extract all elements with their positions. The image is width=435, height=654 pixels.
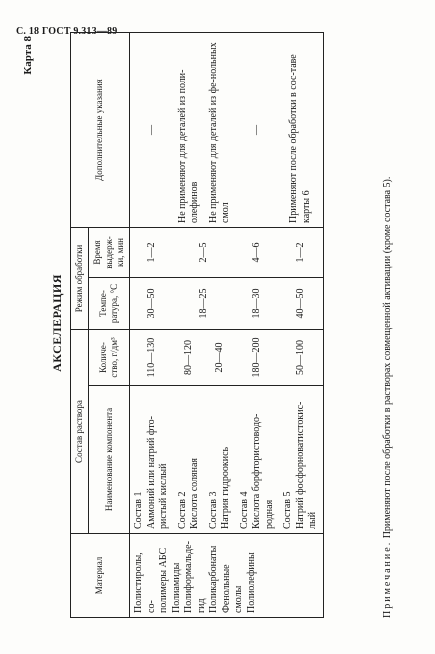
footnote-text: Применяют после обработки в растворах совмещенной активации (кроме состава 5).: [382, 176, 393, 539]
temperature-cell: 40—50: [279, 278, 323, 330]
material-line: полимеры АБС: [158, 547, 169, 613]
page-header: С. 18 ГОСТ 9.313—89: [16, 26, 118, 37]
component-name: Кислота соляная: [189, 457, 200, 529]
materials-cell: [130, 534, 324, 618]
time-cell: 1—2: [279, 228, 323, 278]
component-name: Натрия гидроокись: [220, 446, 231, 529]
component-name: Аммоний или натрий фто-ристый кислый: [145, 416, 169, 529]
note-cell: Не применяют для деталей из поли-олефинов: [174, 33, 205, 228]
component-cell: [130, 386, 174, 534]
temperature-cell: 30—50: [130, 278, 174, 330]
component-cell: [174, 386, 205, 534]
quantity-cell: 50—100: [279, 330, 323, 386]
quantity-cell: 80—120: [174, 330, 205, 386]
header-mode-group: Режим обработки: [71, 228, 89, 330]
temperature-cell: 18—25: [174, 278, 236, 330]
composition-label: Состав 3: [207, 491, 219, 529]
table-title: АКСЕЛЕРАЦИЯ: [50, 274, 64, 372]
table-row: [130, 33, 174, 618]
material-line: Полистиролы, со-: [133, 552, 157, 613]
header-notes: Дополнительные указания: [71, 33, 130, 228]
composition-label: Состав 4: [238, 491, 250, 529]
composition-label: Состав 2: [176, 491, 188, 529]
footnote: [382, 177, 393, 618]
composition-label: Состав 5: [282, 491, 293, 529]
note-cell: Не применяют для деталей из фе-нольных смол: [205, 33, 236, 228]
component-cell: [236, 386, 280, 534]
time-cell: 2—5: [174, 228, 236, 278]
table-row: [236, 33, 280, 618]
material-line: Фенольные смолы: [220, 564, 244, 613]
data-table: [70, 32, 324, 618]
header-component: Наименование компонента: [89, 386, 130, 534]
note-cell: —: [130, 33, 174, 228]
time-cell: 4—6: [236, 228, 280, 278]
card-number: Карта 8: [22, 36, 34, 75]
note-cell: —: [236, 33, 280, 228]
material-line: Полиформальде-: [183, 541, 194, 613]
header-temperature: Темпе-ратура, °С: [89, 278, 130, 330]
component-name: Натрий фосфорноватистокис-лый: [294, 401, 318, 529]
header-quantity: Количе-ство, г/дм³: [89, 330, 130, 386]
time-cell: 1—2: [130, 228, 174, 278]
header-solution-group: Состав раствора: [71, 330, 89, 534]
composition-label: Состав 1: [133, 491, 144, 529]
component-cell: [279, 386, 323, 534]
temperature-cell: 18—30: [236, 278, 280, 330]
material-line: Поликарбонаты: [208, 545, 219, 613]
component-cell: [205, 386, 236, 534]
note-cell: Применяют после обработки в сос-таве карты 6: [279, 33, 323, 228]
quantity-cell: 180—200: [236, 330, 280, 386]
material-line: Полиамиды: [170, 562, 182, 613]
quantity-cell: 110—130: [130, 330, 174, 386]
header-time: Время выдерж-ки, мин: [89, 228, 130, 278]
table-row: [279, 33, 323, 618]
table-row: [174, 33, 205, 618]
material-line: Полиолефины: [245, 552, 257, 613]
material-line: гид: [195, 598, 207, 613]
quantity-cell: 20—40: [205, 330, 236, 386]
component-name: Кислота борфтористоводо-родная: [251, 413, 275, 529]
rotated-page-content: [22, 28, 417, 618]
footnote-label: Примечание.: [382, 540, 393, 618]
header-material: Материал: [71, 534, 130, 618]
